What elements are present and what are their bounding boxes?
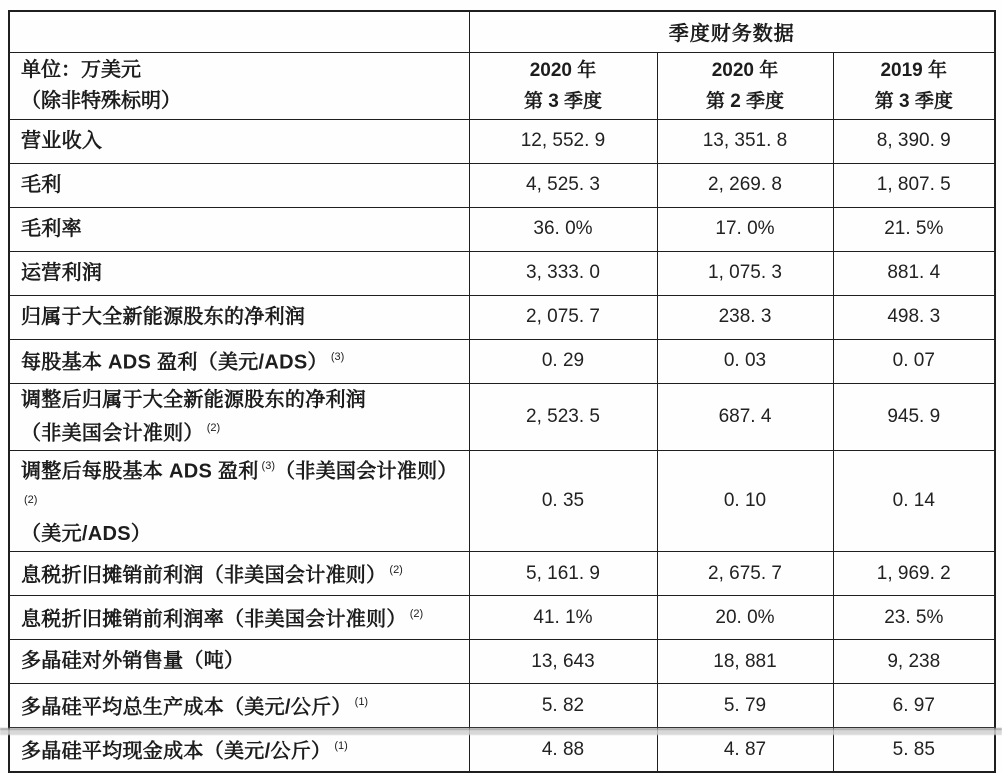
period-header-2020-q2: [657, 52, 833, 119]
value-cell: 687. 4: [657, 383, 833, 451]
value-cell: 4. 88: [469, 728, 657, 772]
value-cell: 498. 3: [833, 295, 995, 339]
row-label: 调整后每股基本 ADS 盈利 $^{(3)}$（非美国会计准则）$^{(2)}$ （美元/ADS）: [9, 451, 469, 552]
period-year: 2020 年: [711, 59, 779, 81]
table-row: [9, 684, 995, 728]
value-cell: 0. 29: [469, 339, 657, 383]
period-header-2020-q3: [469, 52, 657, 119]
value-cell: 945. 9: [833, 383, 995, 451]
value-cell: 1, 807. 5: [833, 163, 995, 207]
table-title-row: [9, 11, 995, 52]
table-row: [9, 339, 995, 383]
table-row: [9, 552, 995, 596]
value-cell: 2, 523. 5: [469, 383, 657, 451]
footnote-marker: (1): [354, 696, 369, 709]
value-cell: 20. 0%: [657, 596, 833, 640]
footnote-marker: (2): [389, 564, 403, 577]
row-label: 运营利润: [9, 251, 469, 295]
table-row: [9, 251, 995, 295]
table-row: [9, 640, 995, 684]
period-header-2019-q3: [833, 52, 995, 119]
table-row: [9, 295, 995, 339]
value-cell: 2, 075. 7: [469, 295, 657, 339]
value-cell: 0. 03: [657, 339, 833, 383]
value-cell: 41. 1%: [469, 596, 657, 640]
footnote-marker: (2): [206, 421, 221, 434]
unit-label-line1: 单位：万美元: [21, 58, 141, 81]
footnote-marker: (3): [330, 351, 345, 364]
table-row: [9, 383, 995, 451]
value-cell: 0. 35: [469, 451, 657, 552]
value-cell: 2, 269. 8: [657, 163, 833, 207]
value-cell: 2, 675. 7: [657, 552, 833, 596]
row-label: 息税折旧摊销前利润（非美国会计准则） $^{(2)}$: [9, 552, 469, 596]
value-cell: 17. 0%: [657, 207, 833, 251]
period-year: 2020 年: [529, 59, 597, 81]
value-cell: 4. 87: [657, 728, 833, 772]
table-row: [9, 451, 995, 552]
footnote-marker: (2): [409, 608, 424, 621]
period-header-row: [9, 52, 995, 119]
row-label: 多晶硅平均现金成本（美元/公斤） $^{(1)}$: [9, 728, 469, 772]
row-label: 多晶硅对外销售量（吨）: [9, 640, 469, 684]
row-label: 多晶硅平均总生产成本（美元/公斤） $^{(1)}$: [9, 684, 469, 728]
value-cell: 18, 881: [657, 640, 833, 684]
value-cell: 36. 0%: [469, 207, 657, 251]
value-cell: 13, 351. 8: [657, 119, 833, 163]
value-cell: 13, 643: [469, 640, 657, 684]
unit-label-cell: [9, 52, 469, 119]
value-cell: 21. 5%: [833, 207, 995, 251]
table-row: [9, 207, 995, 251]
footnote-marker: (1): [334, 739, 348, 752]
empty-corner-cell: [9, 11, 469, 52]
row-label: 息税折旧摊销前利润率（非美国会计准则） $^{(2)}$: [9, 596, 469, 640]
value-cell: 5. 85: [833, 728, 995, 772]
value-cell: 0. 07: [833, 339, 995, 383]
table-row: [9, 119, 995, 163]
value-cell: 0. 10: [657, 451, 833, 552]
row-label: 毛利: [9, 163, 469, 207]
row-label: 归属于大全新能源股东的净利润: [9, 295, 469, 339]
row-label: 营业收入: [9, 119, 469, 163]
footnote-marker: (3): [261, 460, 275, 473]
period-quarter: 第 3 季度: [523, 90, 603, 112]
value-cell: 238. 3: [657, 295, 833, 339]
cropped-next-row-strip: [0, 728, 1002, 735]
row-label: 每股基本 ADS 盈利（美元/ADS） $^{(3)}$: [9, 339, 469, 383]
value-cell: 5, 161. 9: [469, 552, 657, 596]
row-label: 毛利率: [9, 207, 469, 251]
table-row: [9, 596, 995, 640]
value-cell: 9, 238: [833, 640, 995, 684]
quarterly-financial-table: [8, 10, 996, 773]
period-quarter: 第 2 季度: [705, 90, 785, 112]
period-year: 2019 年: [880, 59, 948, 81]
value-cell: 8, 390. 9: [833, 119, 995, 163]
value-cell: 3, 333. 0: [469, 251, 657, 295]
value-cell: 4, 525. 3: [469, 163, 657, 207]
value-cell: 1, 969. 2: [833, 552, 995, 596]
footnote-marker: (2): [24, 493, 38, 506]
value-cell: 5. 82: [469, 684, 657, 728]
table-title: 季度财务数据: [469, 11, 995, 52]
value-cell: 881. 4: [833, 251, 995, 295]
value-cell: 23. 5%: [833, 596, 995, 640]
value-cell: 1, 075. 3: [657, 251, 833, 295]
table-row: [9, 163, 995, 207]
value-cell: 0. 14: [833, 451, 995, 552]
period-quarter: 第 3 季度: [874, 90, 953, 112]
value-cell: 5. 79: [657, 684, 833, 728]
unit-label-line2: （除非特殊标明）: [21, 89, 181, 112]
table-body: [9, 119, 995, 772]
quarterly-financial-table-wrap: [8, 10, 994, 773]
value-cell: 6. 97: [833, 684, 995, 728]
value-cell: 12, 552. 9: [469, 119, 657, 163]
row-label: 调整后归属于大全新能源股东的净利润 （非美国会计准则） $^{(2)}$: [9, 383, 469, 451]
